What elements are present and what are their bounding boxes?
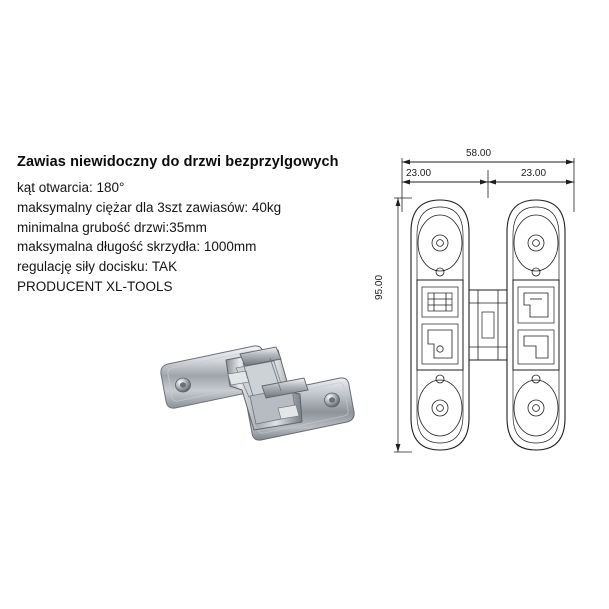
list-item: minimalna grubość drzwi:35mm	[17, 219, 207, 235]
hinge-mechanism-body	[226, 347, 308, 430]
dimension-label-height: 95.00	[374, 274, 385, 300]
list-item: maksymalny ciężar dla 3szt zawiasów: 40kg	[17, 199, 282, 215]
technical-drawing	[374, 140, 598, 470]
list-item: PRODUCENT XL-TOOLS	[17, 278, 173, 294]
list-item: kąt otwarcia: 180°	[17, 180, 125, 195]
specification-list	[17, 178, 377, 297]
drawing-centre-knuckle	[469, 290, 507, 360]
dimension-label-total-width: 58.00	[466, 148, 492, 159]
hinge-product-photo	[150, 330, 370, 465]
drawing-left-leaf	[411, 200, 469, 450]
list-item: maksymalna długość skrzydła: 1000mm	[17, 239, 257, 255]
technical-drawing-svg	[378, 140, 598, 470]
page-title: Zawias niewidoczny do drzwi bezprzylgowych	[17, 153, 339, 170]
dimension-label-right-leaf: 23.00	[521, 168, 547, 179]
drawing-right-leaf	[507, 200, 565, 450]
list-item: regulację siły docisku: TAK	[17, 259, 178, 275]
dimension-label-left-leaf: 23.00	[406, 168, 432, 179]
